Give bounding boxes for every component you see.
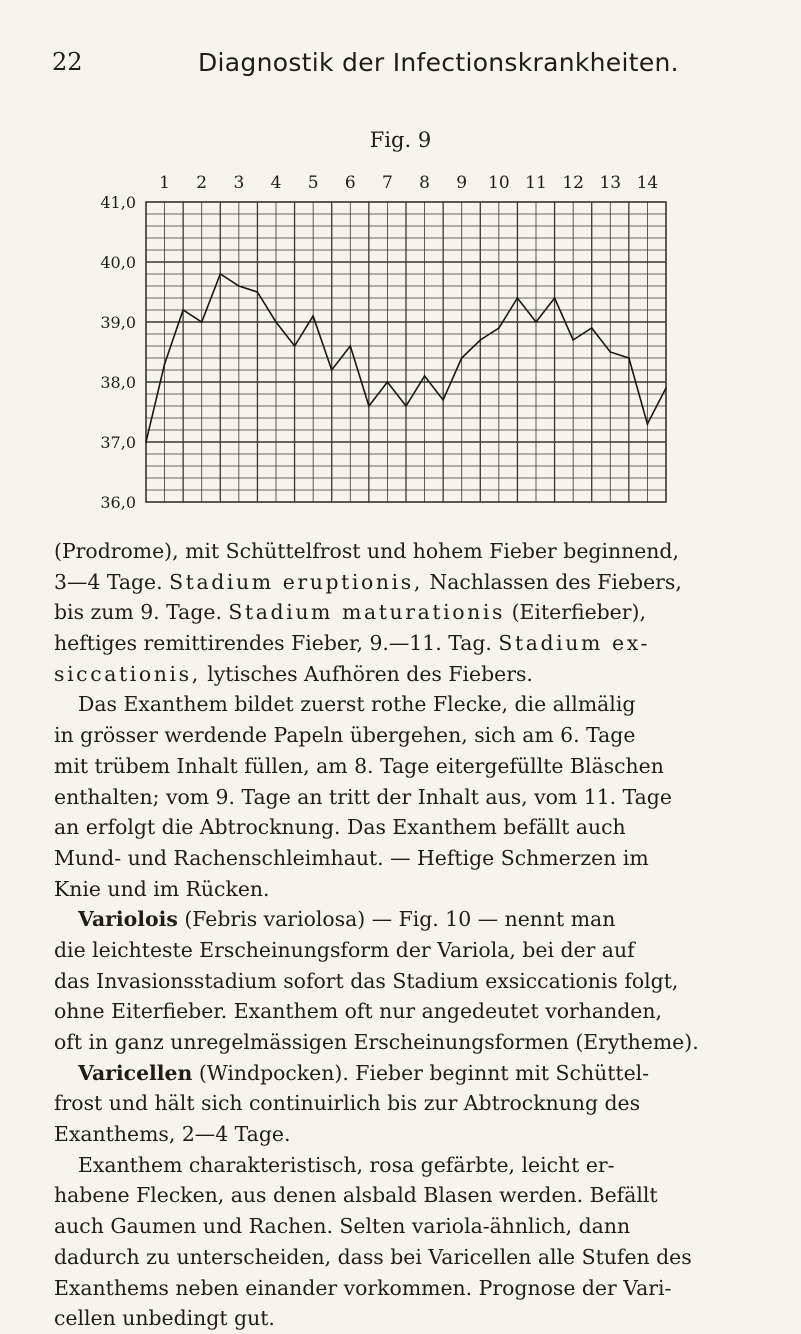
- text-segment: (Prodrome), mit Schüttelfrost und hohem Fieber beginnend,: [54, 539, 679, 563]
- text-segment: 3—4 Tage.: [54, 569, 163, 594]
- temperature-point: [201, 321, 203, 323]
- fever-chart: [0, 160, 801, 520]
- text-line: [54, 597, 766, 628]
- temperature-point: [368, 405, 370, 407]
- temperature-point: [275, 321, 277, 323]
- stage-term: Stadium maturationis: [228, 600, 506, 625]
- y-tick-label: 40,0: [100, 253, 136, 272]
- temperature-point: [312, 315, 314, 317]
- x-tick-label: 3: [233, 173, 245, 193]
- temperature-point: [498, 327, 500, 329]
- text-line: [54, 1058, 766, 1089]
- text-line: [54, 536, 766, 567]
- x-tick-label: 4: [270, 173, 282, 193]
- temperature-point: [145, 441, 147, 443]
- x-tick-label: 8: [419, 173, 430, 193]
- text-line: in grösser werdende Papeln übergehen, sich am 6. Tage: [54, 723, 636, 748]
- text-segment: (Febris variolosa) — Fig. 10 — nennt man: [184, 907, 616, 932]
- text-line: [54, 567, 766, 598]
- x-tick-label: 11: [525, 173, 547, 193]
- temperature-point: [591, 327, 593, 329]
- temperature-point: [349, 345, 351, 347]
- temperature-point: [182, 309, 184, 311]
- text-line: cellen unbedingt gut.: [54, 1306, 275, 1331]
- temperature-point: [609, 351, 611, 353]
- x-tick-label: 10: [488, 173, 510, 193]
- x-tick-label: 5: [307, 173, 319, 193]
- x-tick-label: 6: [344, 173, 356, 193]
- text-segment: lytisches Aufhören des Fiebers.: [207, 661, 533, 686]
- temperature-point: [164, 363, 166, 365]
- y-tick-label: 39,0: [100, 313, 136, 332]
- x-tick-label: 9: [456, 173, 468, 193]
- running-title: Diagnostik der Infectionskrankheiten.: [198, 48, 679, 77]
- page-header: [0, 0, 801, 90]
- temperature-point: [405, 405, 407, 407]
- y-tick-label: 41,0: [100, 193, 136, 212]
- disease-term: Variolois: [78, 907, 178, 932]
- x-tick-label: 12: [562, 173, 584, 193]
- body-text: [54, 536, 766, 1334]
- text-line: [54, 904, 766, 935]
- x-tick-label: 2: [196, 173, 208, 193]
- temperature-point: [535, 321, 537, 323]
- temperature-point: [517, 297, 519, 299]
- text-line: Mund- und Rachenschleimhaut. — Heftige Schmerzen im: [54, 845, 649, 870]
- text-line: [54, 659, 766, 690]
- temperature-point: [554, 297, 556, 299]
- temperature-point: [424, 375, 426, 377]
- temperature-point: [628, 357, 630, 359]
- temperature-point: [257, 291, 259, 293]
- text-line: habene Flecken, aus denen alsbald Blasen werden. Befällt: [54, 1183, 658, 1208]
- text-line: enthalten; vom 9. Tage an tritt der Inhalt aus, vom 11. Tage: [54, 784, 672, 809]
- disease-term: Varicellen: [78, 1060, 193, 1085]
- temperature-point: [387, 381, 389, 383]
- x-tick-label: 1: [159, 173, 170, 193]
- page-number: 22: [52, 48, 83, 76]
- y-tick-label: 37,0: [100, 433, 136, 452]
- temperature-point: [479, 339, 481, 341]
- chart-grid: [146, 202, 666, 502]
- temperature-point: [294, 345, 296, 347]
- stage-term: Stadium ex-: [498, 631, 650, 656]
- temperature-point: [461, 357, 463, 359]
- text-line: [54, 628, 766, 659]
- text-line: Exanthems, 2—4 Tage.: [54, 1122, 291, 1147]
- temperature-point: [647, 423, 649, 425]
- y-tick-label: 38,0: [100, 373, 136, 392]
- text-segment: (Windpocken). Fieber beginnt mit Schüttel-: [198, 1060, 650, 1085]
- chart-ticks: [100, 173, 658, 512]
- y-tick-label: 36,0: [100, 493, 136, 512]
- text-line: das Invasionsstadium sofort das Stadium exsiccationis folgt,: [54, 968, 679, 993]
- text-line: ohne Eiterfieber. Exanthem oft nur angedeutet vorhanden,: [54, 999, 662, 1024]
- x-tick-label: 14: [636, 173, 659, 193]
- text-line: frost und hält sich continuirlich bis zur Abtrocknung des: [54, 1091, 641, 1116]
- x-tick-label: 7: [382, 173, 393, 193]
- figure-label: Fig. 9: [369, 128, 432, 152]
- text-segment: (Eiterfieber),: [511, 600, 646, 625]
- text-line: dadurch zu unterscheiden, dass bei Varicellen alle Stufen des: [54, 1244, 692, 1269]
- text-line: Das Exanthem bildet zuerst rothe Flecke, die allmälig: [78, 692, 636, 717]
- text-line: Exanthems neben einander vorkommen. Prognose der Vari-: [54, 1275, 672, 1300]
- stage-term: siccationis,: [54, 661, 201, 686]
- text-line: mit trübem Inhalt füllen, am 8. Tage eitergefüllte Bläschen: [54, 753, 664, 778]
- text-line: die leichteste Erscheinungsform der Variola, bei der auf: [54, 937, 635, 962]
- temperature-point: [572, 339, 574, 341]
- text-segment: bis zum 9. Tage.: [54, 600, 222, 625]
- text-line: Exanthem charakteristisch, rosa gefärbte, leicht er-: [78, 1152, 615, 1177]
- text-line: oft in ganz unregelmässigen Erscheinungsformen (Erytheme).: [54, 1030, 699, 1054]
- text-line: auch Gaumen und Rachen. Selten variola-ähnlich, dann: [54, 1214, 631, 1239]
- temperature-point: [442, 399, 444, 401]
- temperature-point: [331, 369, 333, 371]
- text-line: an erfolgt die Abtrocknung. Das Exanthem befällt auch: [54, 815, 626, 840]
- x-tick-label: 13: [599, 173, 622, 193]
- temperature-point: [219, 273, 221, 275]
- stage-term: Stadium eruptionis,: [169, 569, 423, 594]
- text-segment: Nachlassen des Fiebers,: [429, 569, 682, 594]
- text-segment: heftiges remittirendes Fieber, 9.—11. Tag.: [54, 631, 492, 656]
- text-line: Knie und im Rücken.: [54, 876, 270, 901]
- temperature-point: [238, 285, 240, 287]
- temperature-point: [665, 387, 667, 389]
